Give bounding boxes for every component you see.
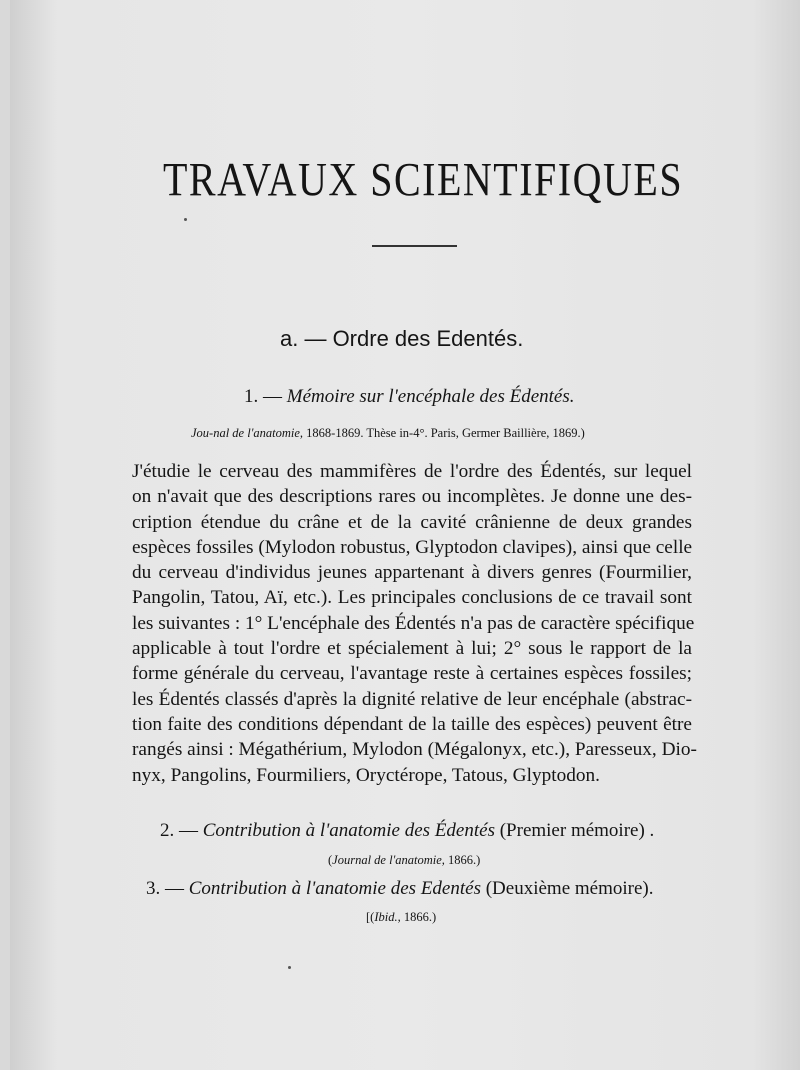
entry-2-number: 2. — [160,820,198,841]
entry-1-source-details: 1868-1869. Thèse in-4°. Paris, Germer Baillière, 1869.) [306,426,585,440]
entry-3-number: 3. — [146,878,184,899]
entry-2-source-journal: Journal de l'anatomie, [332,853,445,867]
ink-speck [184,218,187,221]
entry-1-number: 1. — [244,386,282,407]
entry-3-source-open: [( [366,910,375,924]
paragraph-line: les suivantes : 1° L'encéphale des Édentés n'a pas de caractère spécifique [132,612,695,634]
entry-2-source [328,853,480,868]
entry-3-source-journal: Ibid., [374,910,401,924]
paragraph-line: nyx, Pangolins, Fourmiliers, Oryctérope, Tatous, Glyptodon. [132,764,600,786]
entry-2-title: Contribution à l'anatomie des Édentés [202,820,495,841]
paragraph-line: Pangolin, Tatou, Aï, etc.). Les principales conclusions de ce travail sont [132,587,692,609]
paragraph-line: on n'avait que des descriptions rares ou incomplètes. Je donne une des- [132,486,692,508]
entry-2-source-details: 1866.) [448,853,481,867]
entry-3-source-details: 1866.) [403,910,437,924]
paragraph-line: tion faite des conditions dépendant de la taille des espèces) peuvent être [132,713,692,735]
paragraph-line: cription étendue du crâne et de la cavité crânienne de deux grandes [132,511,692,533]
title-rule [372,245,457,247]
entry-3-title: Contribution à l'anatomie des Edentés [188,878,481,899]
entry-1-title: Mémoire sur l'encéphale des Édentés. [286,386,575,407]
entry-1-source [191,426,585,441]
entry-3-suffix: (Deuxième mémoire). [485,878,654,899]
entry-1-description [132,459,697,788]
paragraph-line: J'étudie le cerveau des mammifères de l'ordre des Édentés, sur lequel [132,461,692,482]
section-heading: a. — Ordre des Edentés. [280,326,524,351]
ink-speck [288,966,291,969]
entry-3-source [366,910,436,925]
paragraph-line: les Édentés classés d'après la dignité relative de leur encéphale (abstrac- [132,688,692,710]
paragraph-line: du cerveau d'individus jeunes appartenant à divers genres (Fourmilier, [132,562,692,584]
page-title: TRAVAUX SCIENTIFIQUES [163,153,684,207]
entry-2-suffix: (Premier mémoire) . [499,820,655,841]
entry-1-heading [244,386,575,408]
entry-2-heading [160,820,654,842]
entry-3-heading [146,878,653,900]
entry-1-source-journal: Jou-nal de l'anatomie, [191,426,304,440]
paragraph-line: rangés ainsi : Mégathérium, Mylodon (Mégalonyx, etc.), Paresseux, Dio- [132,739,697,761]
entry-2-source-open: ( [328,853,333,867]
paragraph-line: forme générale du cerveau, l'avantage reste à certaines espèces fossiles; [132,663,692,685]
paragraph-line: espèces fossiles (Mylodon robustus, Glyptodon clavipes), ainsi que celle [132,536,693,558]
paragraph-line: applicable à tout l'ordre et spécialement à lui; 2° sous le rapport de la [132,638,692,660]
